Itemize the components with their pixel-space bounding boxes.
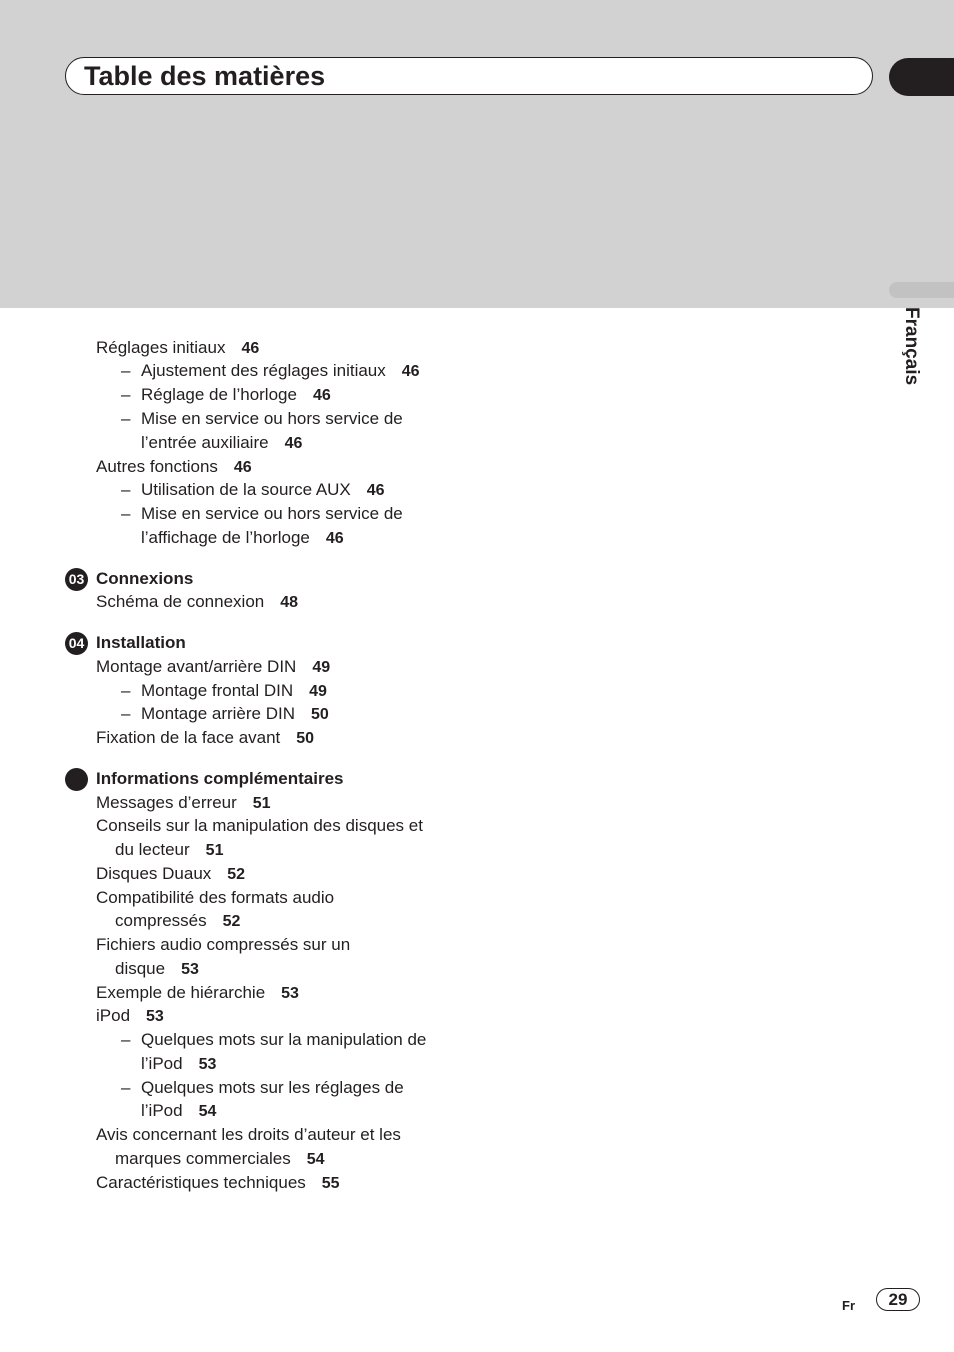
dash-marker: – [121, 1030, 131, 1049]
toc-entry[interactable]: Quelques mots sur la manipulation de [141, 1030, 427, 1049]
toc-entry[interactable]: du lecteur 51 [115, 840, 224, 859]
toc-entry[interactable]: Montage avant/arrière DIN 49 [96, 657, 331, 676]
toc-entry[interactable]: l’iPod 54 [141, 1101, 217, 1120]
section-title-installation[interactable]: Installation [96, 633, 186, 652]
toc-entry[interactable]: marques commerciales 54 [115, 1149, 325, 1168]
dash-marker: – [121, 409, 131, 428]
toc-entry[interactable]: Réglage de l’horloge 46 [141, 385, 331, 404]
toc-entry[interactable]: iPod 53 [96, 1006, 164, 1025]
section-badge: 04 [65, 632, 88, 655]
section-badge [65, 768, 88, 791]
footer-lang-code: Fr [842, 1298, 855, 1313]
section-title-informations[interactable]: Informations complémentaires [96, 769, 344, 788]
dash-marker: – [121, 681, 131, 700]
page-number: 29 [876, 1288, 920, 1311]
toc-entry[interactable]: Messages d’erreur 51 [96, 793, 271, 812]
toc-entry[interactable]: l’entrée auxiliaire 46 [141, 433, 303, 452]
language-label: Français [901, 307, 922, 386]
toc-entry[interactable]: Montage frontal DIN 49 [141, 681, 327, 700]
dash-marker: – [121, 1078, 131, 1097]
toc-entry[interactable]: Réglages initiaux 46 [96, 338, 260, 357]
toc-entry[interactable]: Fixation de la face avant 50 [96, 728, 315, 747]
toc-entry[interactable]: Disques Duaux 52 [96, 864, 246, 883]
dash-marker: – [121, 480, 131, 499]
section-title-connexions[interactable]: Connexions [96, 569, 194, 588]
toc-entry[interactable]: compressés 52 [115, 911, 241, 930]
toc-entry[interactable]: Quelques mots sur les réglages de [141, 1078, 404, 1097]
toc-entry[interactable]: Avis concernant les droits d’auteur et les [96, 1125, 401, 1144]
toc-entry[interactable]: Compatibilité des formats audio [96, 888, 335, 907]
toc-entry[interactable]: disque 53 [115, 959, 199, 978]
toc-entry[interactable]: l’iPod 53 [141, 1054, 217, 1073]
dash-marker: – [121, 385, 131, 404]
toc-entry[interactable]: Exemple de hiérarchie 53 [96, 983, 299, 1002]
page-title: Table des matières [84, 61, 326, 91]
toc-entry[interactable]: Mise en service ou hors service de [141, 504, 403, 523]
toc-entry[interactable]: l’affichage de l’horloge 46 [141, 528, 344, 547]
toc-entry[interactable]: Schéma de connexion 48 [96, 592, 299, 611]
toc-entry[interactable]: Conseils sur la manipulation des disques et [96, 816, 423, 835]
dash-marker: – [121, 504, 131, 523]
toc-entry[interactable]: Autres fonctions 46 [96, 457, 252, 476]
section-badge: 03 [65, 568, 88, 591]
toc-entry[interactable]: Utilisation de la source AUX 46 [141, 480, 385, 499]
toc-entry[interactable]: Mise en service ou hors service de [141, 409, 403, 428]
dash-marker: – [121, 361, 131, 380]
dash-marker: – [121, 704, 131, 723]
toc-entry[interactable]: Ajustement des réglages initiaux 46 [141, 361, 420, 380]
toc-entry[interactable]: Montage arrière DIN 50 [141, 704, 329, 723]
toc-entry[interactable]: Caractéristiques techniques 55 [96, 1173, 340, 1192]
toc-entry[interactable]: Fichiers audio compressés sur un [96, 935, 351, 954]
